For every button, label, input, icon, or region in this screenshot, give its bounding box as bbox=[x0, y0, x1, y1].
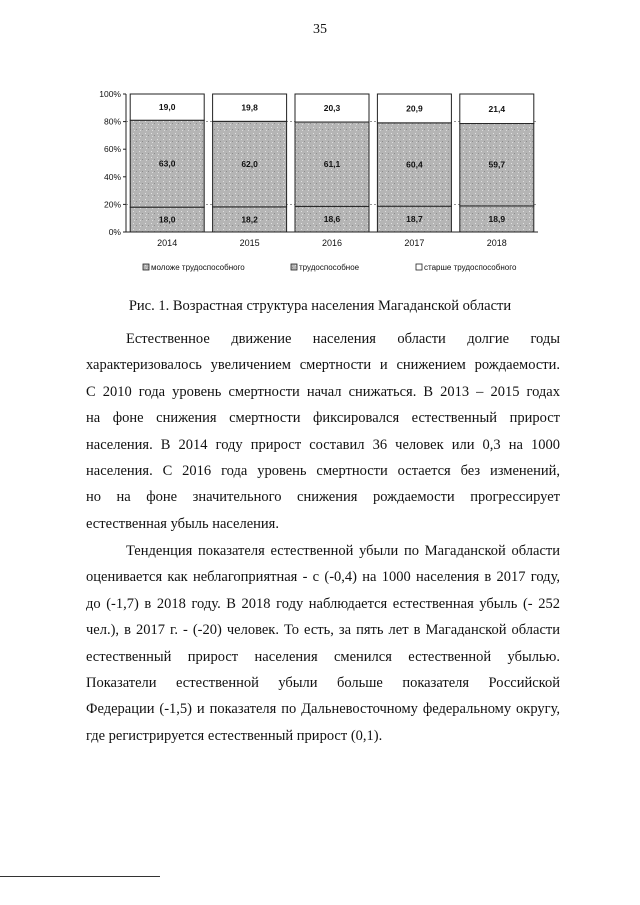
bar-value-label: 20,9 bbox=[406, 103, 423, 114]
bar-value-label: 19,8 bbox=[241, 102, 258, 113]
y-tick-label: 100% bbox=[99, 89, 121, 99]
legend-label: трудоспособное bbox=[299, 263, 360, 272]
legend-swatch bbox=[291, 264, 297, 270]
paragraph-1-line: характеризовалось увеличением смертности и снижением рождаемости. bbox=[86, 357, 560, 374]
bar-value-label: 18,2 bbox=[241, 214, 258, 225]
paragraph-1 bbox=[86, 326, 560, 537]
age-structure-chart bbox=[96, 84, 546, 284]
x-tick-label: 2014 bbox=[157, 238, 178, 248]
paragraph-2-line: чел.), в 2017 г. - (-20) человек. То есть, за пять лет в Магаданской области bbox=[86, 622, 560, 639]
paragraph-2 bbox=[86, 538, 560, 749]
bar-value-label: 63,0 bbox=[158, 158, 176, 169]
x-tick-label: 2017 bbox=[404, 238, 425, 248]
legend-swatch bbox=[416, 264, 422, 270]
paragraph-2-line: Тенденция показателя естественной убыли по Магаданской области bbox=[126, 543, 560, 559]
paragraph-2-line: оценивается как неблагоприятная - с (-0,4) на 1000 населения в 2017 году, bbox=[86, 569, 560, 586]
bar-value-label: 59,7 bbox=[488, 159, 506, 170]
paragraph-1-line: С 2010 года уровень смертности начал снижаться. В 2013 – 2015 годах bbox=[86, 383, 560, 400]
paragraph-2-line: до (-1,7) в 2018 году. В 2018 году наблюдается естественная убыль (- 252 bbox=[86, 595, 560, 612]
paragraph-2-line: где регистрируется естественный прирост (0,1). bbox=[86, 727, 383, 744]
bar-value-label: 19,0 bbox=[158, 102, 176, 113]
bar-value-label: 62,0 bbox=[241, 159, 258, 170]
legend-label: старше трудоспособного bbox=[424, 263, 517, 272]
bar-value-label: 20,3 bbox=[323, 103, 341, 114]
bar-value-label: 18,0 bbox=[158, 214, 176, 225]
paragraph-1-line: но на фоне значительного снижения рождаемости прогрессирует bbox=[86, 489, 560, 506]
y-tick-label: 40% bbox=[103, 171, 121, 182]
bar-value-label: 18,7 bbox=[406, 214, 423, 225]
paragraph-1-line: населения. В 2014 году прирост составил 36 человек или 0,3 на 1000 bbox=[86, 436, 560, 453]
bar-value-label: 18,6 bbox=[323, 214, 341, 225]
x-tick-label: 2018 bbox=[486, 238, 507, 248]
paragraph-1-line: населения. С 2016 года уровень смертности остается без изменений, bbox=[86, 463, 560, 480]
paragraph-1-line: Естественное движение населения области долгие годы bbox=[126, 331, 560, 347]
y-tick-label: 80% bbox=[103, 116, 121, 127]
figure-caption: Рис. 1. Возрастная структура населения Магаданской области bbox=[128, 298, 512, 314]
bar-value-label: 60,4 bbox=[406, 159, 423, 170]
x-tick-label: 2016 bbox=[321, 238, 343, 248]
paragraph-2-line: естественный прирост населения сменился естественной убылью. bbox=[86, 648, 560, 665]
legend-label: моложе трудоспособного bbox=[151, 263, 245, 272]
paragraph-1-line: на фоне снижения смертности фиксировался естественный прирост bbox=[86, 410, 560, 427]
paragraph-1-line: естественная убыль населения. bbox=[86, 515, 279, 532]
paragraph-2-line: Федерации (-1,5) и показателя по Дальневосточному федеральному округу, bbox=[86, 701, 560, 718]
x-tick-label: 2015 bbox=[239, 238, 260, 248]
bar-value-label: 61,1 bbox=[323, 159, 341, 170]
bar-value-label: 18,9 bbox=[488, 213, 506, 224]
legend-swatch bbox=[143, 264, 149, 270]
bar-value-label: 21,4 bbox=[488, 103, 506, 114]
paragraph-2-line: Показатели естественной убыли больше показателя Российской bbox=[86, 675, 560, 692]
y-tick-label: 60% bbox=[103, 144, 121, 155]
y-tick-label: 20% bbox=[103, 199, 121, 210]
y-tick-label: 0% bbox=[108, 227, 121, 237]
page-number: 35 bbox=[313, 22, 327, 37]
footnote-divider bbox=[0, 876, 160, 877]
